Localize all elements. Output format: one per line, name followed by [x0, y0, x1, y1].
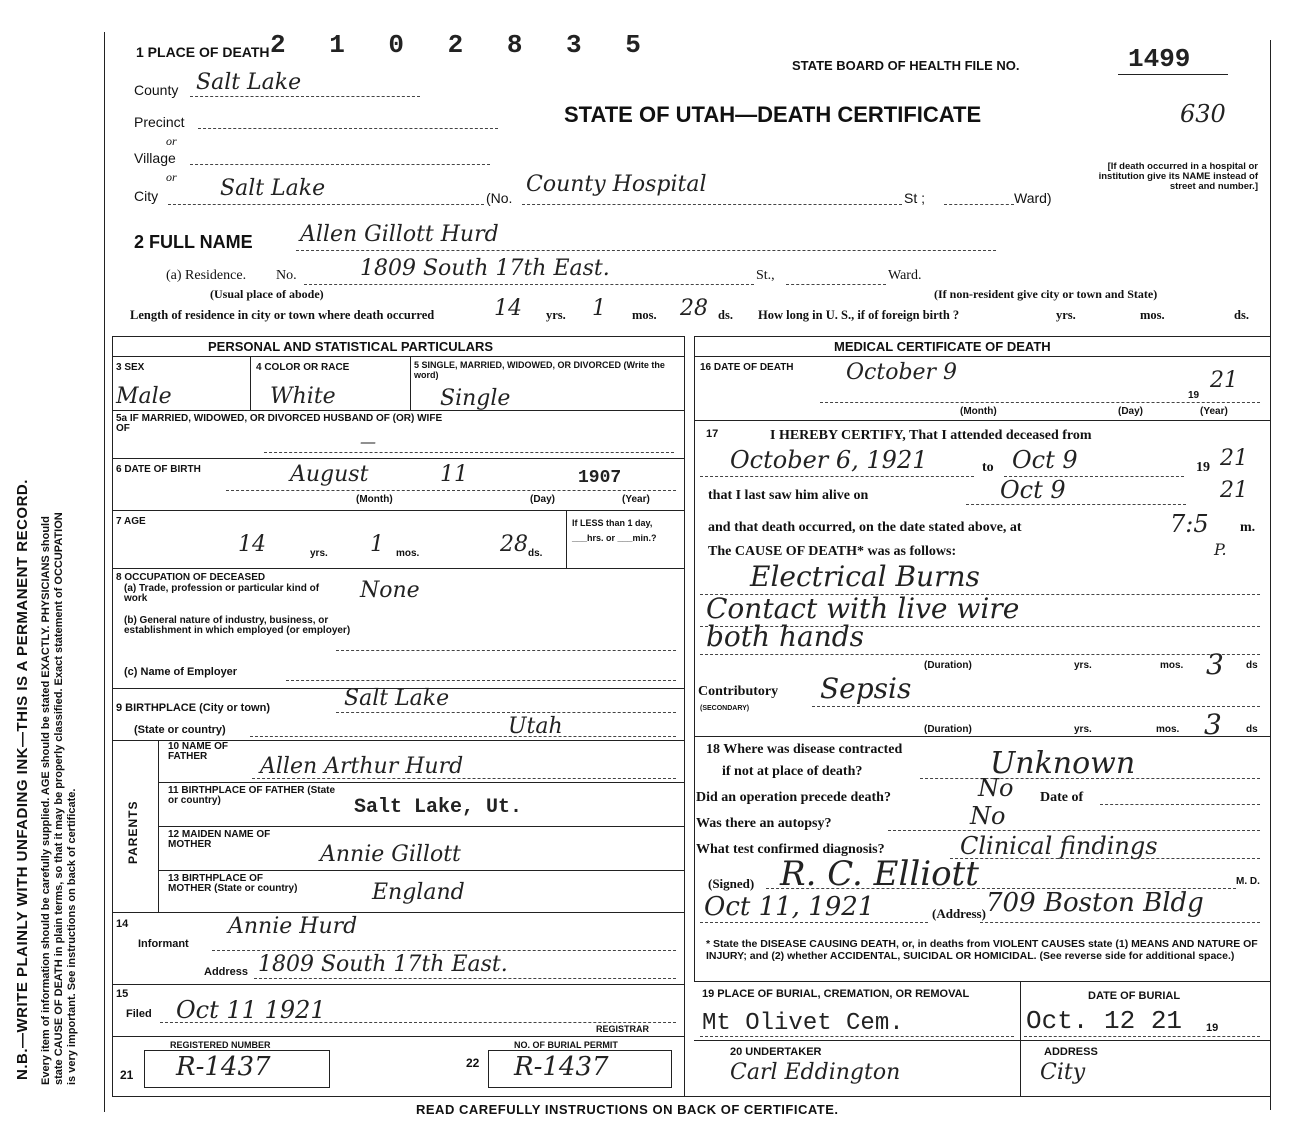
certificate-title: STATE OF UTAH—DEATH CERTIFICATE	[564, 102, 982, 127]
hospital-value: County Hospital	[526, 172, 707, 197]
disease-contracted-value: Unknown	[990, 746, 1136, 781]
mother-birth-value: England	[372, 880, 465, 905]
burial-date-value: Oct. 12 21	[1026, 1006, 1183, 1036]
extra-number: 630	[1180, 100, 1226, 128]
attended-from: October 6, 1921	[730, 446, 928, 474]
test-value: Clinical findings	[960, 832, 1158, 860]
hospital-note: [If death occurred in a hospital or institution give its NAME instead of street and number.]	[1098, 161, 1258, 192]
file-number: 1499	[1128, 44, 1191, 74]
death-time: 7:5	[1170, 510, 1209, 538]
footer-instructions: READ CAREFULLY INSTRUCTIONS ON BACK OF CERTIFICATE.	[416, 1102, 839, 1117]
mother-value: Annie Gillott	[320, 842, 461, 867]
county-label: County	[134, 82, 179, 98]
side-instructions: Every item of information should be carefully supplied. AGE should be stated EXACTLY. PHYSICIANS should state CAUSE OF DEATH in plain terms, so that it may be properly classified. Exact statement of OCCUPATION is very important. See instructions on back of certificate.	[40, 512, 78, 1085]
marital-value: Single	[440, 386, 511, 411]
undertaker-value: Carl Eddington	[730, 1060, 901, 1085]
cause-1: Electrical Burns	[750, 560, 980, 593]
physician-signature: R. C. Elliott	[780, 854, 979, 894]
dob-month: August	[290, 462, 369, 487]
length-residence-label: Length of residence in city or town where death occurred	[130, 308, 435, 322]
cause-2: Contact with live wire	[706, 592, 1020, 625]
side-warning: N.B.—WRITE PLAINLY WITH UNFADING INK—THIS IS A PERMANENT RECORD.	[14, 479, 31, 1080]
place-of-death-label: 1 PLACE OF DEATH	[136, 44, 270, 60]
operation-value: No	[978, 774, 1014, 802]
city-label: City	[134, 188, 159, 204]
burial-place-value: Mt Olivet Cem.	[702, 1010, 904, 1037]
physician-address: 709 Boston Bldg	[986, 888, 1204, 918]
city-value: Salt Lake	[220, 176, 326, 201]
age-yrs: 14	[238, 532, 266, 557]
birthplace-state: Utah	[508, 714, 563, 739]
age-ds: 28	[500, 532, 528, 557]
certify-text: I HEREBY CERTIFY, That I attended deceased from	[770, 428, 1092, 443]
informant-value: Annie Hurd	[228, 914, 358, 939]
footnote: * State the DISEASE CAUSING DEATH, or, in deaths from VIOLENT CAUSES state (1) MEANS AND NATURE OF INJURY; and (2) whether ACCIDENTAL, SUICIDAL OR HOMICIDAL. (See reverse side for additional space.)	[706, 938, 1258, 962]
death-date-value: October 9	[846, 360, 958, 385]
parents-label: PARENTS	[126, 800, 140, 864]
dob-day: 11	[440, 462, 468, 487]
full-name-label: 2 FULL NAME	[134, 232, 253, 252]
full-name-value: Allen Gillott Hurd	[300, 222, 499, 247]
contributory-value: Sepsis	[820, 672, 912, 705]
father-birth-value: Salt Lake, Ut.	[354, 796, 523, 819]
undertaker-address-value: City	[1040, 1060, 1086, 1085]
frame-left	[104, 32, 105, 1112]
personal-section-title: PERSONAL AND STATISTICAL PARTICULARS	[208, 339, 494, 354]
last-saw-value: Oct 9	[1000, 476, 1066, 504]
county-value: Salt Lake	[196, 70, 302, 95]
attended-to: Oct 9	[1012, 446, 1078, 474]
precinct-label: Precinct	[134, 114, 185, 130]
file-label: STATE BOARD OF HEALTH FILE NO.	[792, 58, 1020, 73]
certificate-number: 2 1 0 2 8 3 5	[270, 30, 655, 60]
birthplace-city: Salt Lake	[344, 686, 450, 711]
dob-year: 1907	[578, 468, 622, 488]
sex-value: Male	[116, 384, 172, 409]
age-mos: 1	[370, 532, 384, 557]
filed-value: Oct 11 1921	[176, 996, 326, 1024]
occupation-value: None	[360, 578, 420, 603]
residence-value: 1809 South 17th East.	[360, 256, 610, 281]
father-value: Allen Arthur Hurd	[260, 754, 464, 779]
medical-section-title: MEDICAL CERTIFICATE OF DEATH	[834, 339, 1051, 354]
permit-value: R-1437	[514, 1052, 609, 1082]
cause-label: The CAUSE OF DEATH* was as follows:	[708, 544, 957, 559]
autopsy-value: No	[970, 802, 1006, 830]
frame-right	[1270, 40, 1271, 1110]
cause-3: both hands	[706, 620, 865, 653]
sign-date: Oct 11, 1921	[704, 892, 875, 922]
death-year: 21	[1210, 368, 1238, 393]
race-value: White	[270, 384, 336, 409]
village-label: Village	[134, 150, 176, 166]
reg-number-value: R-1437	[176, 1052, 271, 1082]
informant-address: 1809 South 17th East.	[258, 952, 508, 977]
